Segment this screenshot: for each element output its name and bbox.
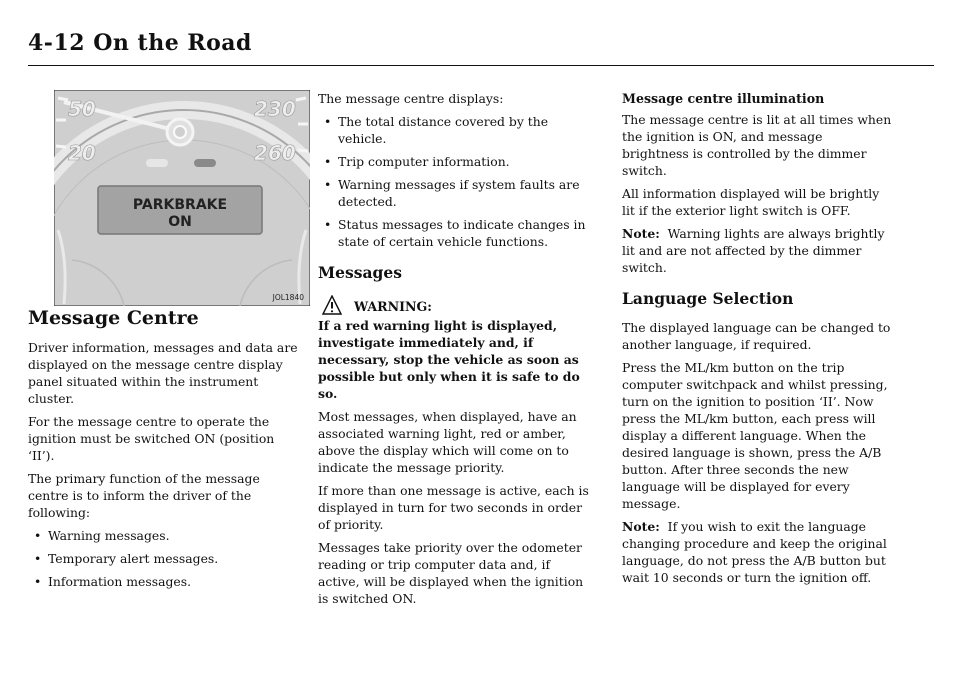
paragraph: For the message centre to operate the ignition must be switched ON (position ‘II’). (28, 414, 275, 463)
list-item: • Status messages to indicate changes in state of certain vehicle functions. (318, 216, 594, 250)
list-item: • Temporary alert messages. (28, 550, 304, 567)
indicator-lamp-right (194, 159, 216, 167)
paragraph: Driver information, messages and data are displayed on the message centre display panel situated within the instrument cluster. (28, 340, 298, 406)
note-label: Note: (622, 519, 660, 534)
heading-messages: Messages (318, 263, 402, 282)
note (622, 225, 892, 276)
tick-label-260: 260 (254, 141, 296, 165)
note-text: Warning lights are always brightly lit and are not affected by the dimmer switch. (622, 226, 885, 275)
function-list (28, 527, 304, 590)
warning-text: If a red warning light is displayed, investigate immediately and, if necessary, stop the vehicle as soon as possible but only when it is safe to do so. (318, 318, 580, 401)
tick-label-230: 230 (254, 97, 296, 121)
display-list (318, 113, 594, 250)
paragraph: The message centre is lit at all times when the ignition is ON, and message brightness is controlled by the dimmer switch. (622, 112, 892, 178)
note-text: If you wish to exit the language changing procedure and keep the original language, do not press the A/B button but wait 10 seconds or turn the ignition off. (622, 519, 887, 585)
column-2 (318, 90, 594, 613)
warning-label: WARNING: (354, 299, 432, 314)
paragraph: Messages take priority over the odometer reading or trip computer data and, if active, will be displayed when the ignition is switched ON. (318, 540, 584, 606)
list-item: • Trip computer information. (318, 153, 594, 170)
heading-illumination: Message centre illumination (622, 91, 825, 106)
page-header: 4-12 On the Road (28, 30, 252, 56)
column-3 (622, 90, 892, 592)
paragraph: The primary function of the message centre is to inform the driver of the following: (28, 471, 260, 520)
display-line-1: PARKBRAKE (132, 197, 228, 213)
list-item: • Warning messages if system faults are detected. (318, 176, 594, 210)
heading-message-centre: Message Centre (28, 307, 199, 329)
paragraph: All information displayed will be brightly lit if the exterior light switch is OFF. (622, 186, 880, 218)
display-line-2: ON (168, 214, 192, 230)
paragraph: Press the ML/km button on the trip computer switchpack and whilst pressing, turn on the ignition to position ‘II’. Now press the ML/km button, each press will display a different language. When the desired language is shown, press the A/B button. After three seconds the new language will be displayed for every message. (622, 360, 888, 511)
header-rule (28, 65, 934, 66)
indicator-lamp-left (146, 159, 168, 167)
paragraph: If more than one message is active, each is displayed in turn for two seconds in order of priority. (318, 483, 589, 532)
instrument-cluster-figure (54, 90, 310, 306)
list-item: • The total distance covered by the vehicle. (318, 113, 594, 147)
figure-ref: JOL1840 (272, 293, 304, 302)
list-item: • Warning messages. (28, 527, 304, 544)
tick-label-50: 50 (68, 97, 96, 121)
warning-header (318, 295, 594, 315)
note-label: Note: (622, 226, 660, 241)
list-item: • Information messages. (28, 573, 304, 590)
note (622, 518, 892, 586)
paragraph: The message centre displays: (318, 91, 504, 106)
heading-language-selection: Language Selection (622, 289, 794, 308)
paragraph: Most messages, when displayed, have an associated warning light, red or amber, above the display which will come on to indicate the message priority. (318, 409, 577, 475)
paragraph: The displayed language can be changed to another language, if required. (622, 320, 891, 352)
tick-label-20: 20 (68, 141, 96, 165)
warning-icon (322, 295, 342, 315)
column-1 (28, 307, 304, 596)
